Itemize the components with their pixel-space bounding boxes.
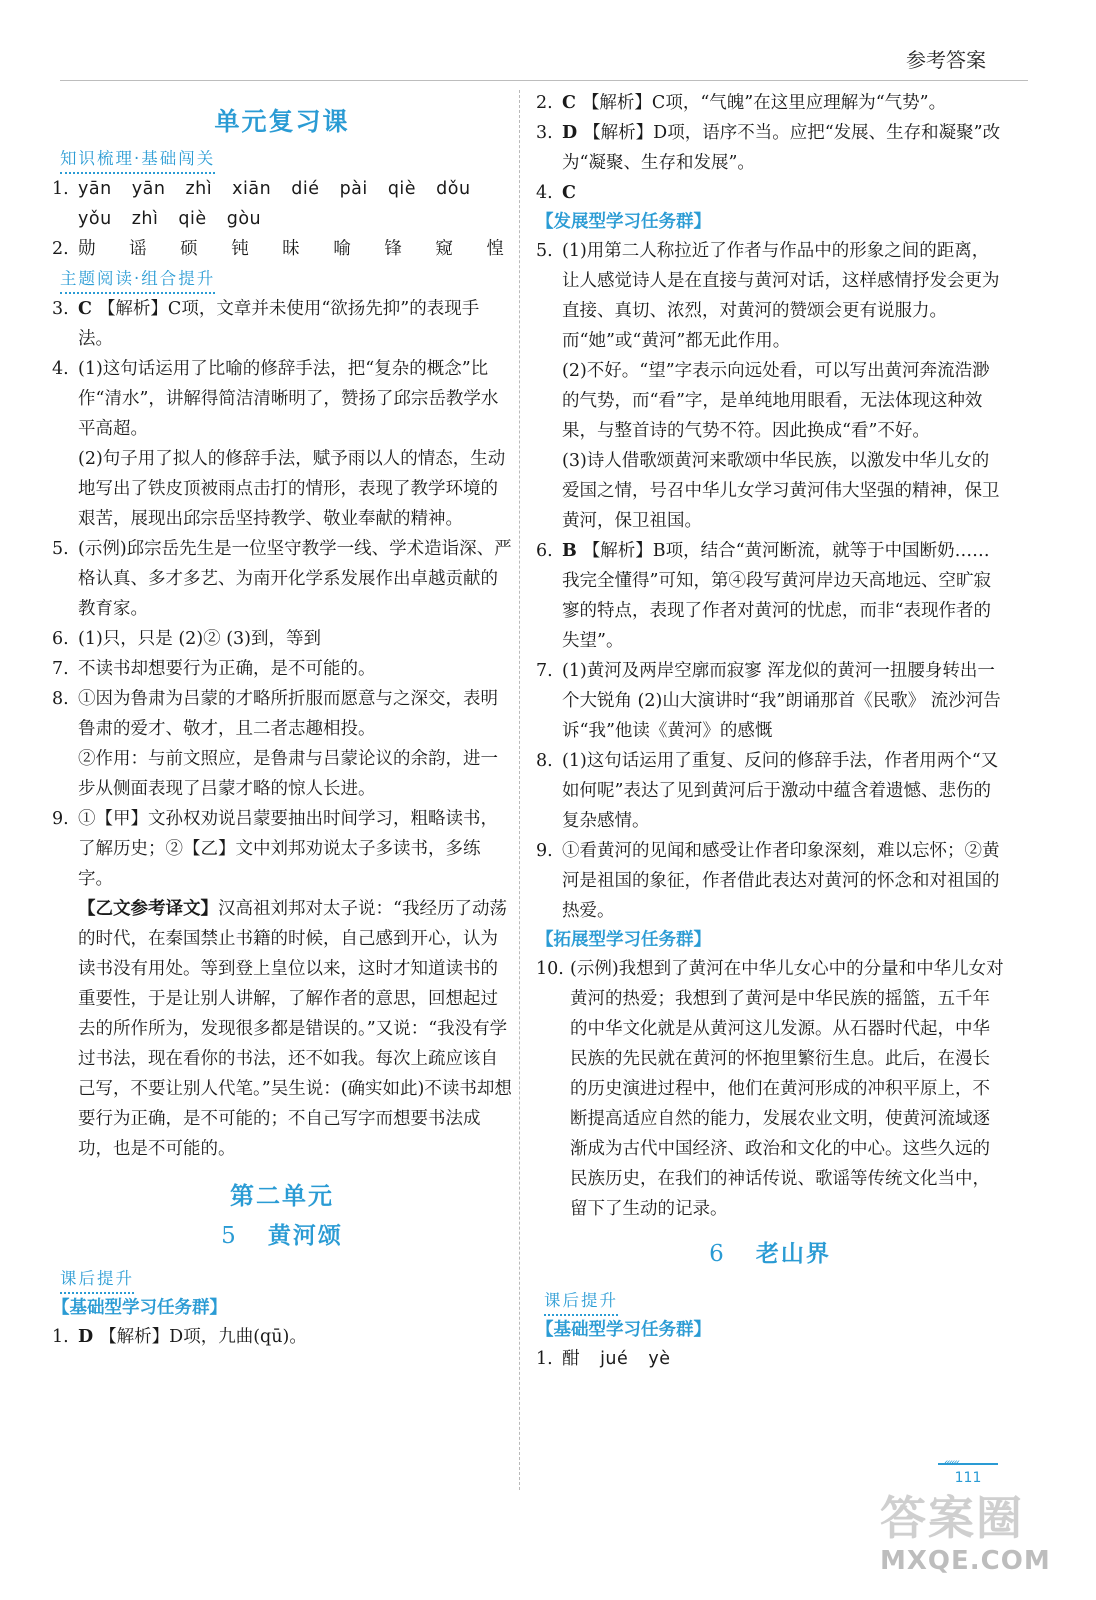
lesson-name: 老山界 bbox=[755, 1241, 831, 1267]
answer-part-3: (3)诗人借歌颂黄河来歌颂中华民族，以激发中华儿女的爱国之情，号召中华儿女学习黄河伟大坚强的精神，保卫黄河，保卫祖国。 bbox=[562, 451, 1000, 531]
lesson-number: 5 bbox=[221, 1223, 238, 1249]
answer-letter: B bbox=[562, 541, 577, 561]
watermark-logo-text: 答案圈 bbox=[880, 1491, 1024, 1545]
page-number: 111 bbox=[938, 1463, 998, 1495]
translation-label: 【乙文参考译文】 bbox=[78, 899, 218, 919]
question-3 bbox=[52, 294, 512, 354]
question-number: 1. bbox=[52, 1327, 69, 1347]
answer-text: (1)黄河及两岸空廓而寂寥 浑龙似的黄河一扭腰身转出一个大锐角 (2)山大演讲时“我”朗诵那首《民歌》 流沙河告诉“我”他读《黄河》的感慨 bbox=[562, 661, 1001, 741]
question-number: 1. bbox=[536, 1349, 553, 1369]
subsection-knowledge: 知识梳理·基础闯关 bbox=[60, 146, 215, 174]
header-divider bbox=[60, 80, 1028, 81]
question-3 bbox=[536, 118, 1004, 178]
answer-letter: C bbox=[562, 93, 576, 113]
answer-text: 不读书却想要行为正确，是不可能的。 bbox=[78, 659, 376, 679]
answer-text: (1)这句话运用了重复、反问的修辞手法，作者用两个“又如何呢”表达了见到黄河后于激动中蕴含着遗憾、悲伤的复杂感情。 bbox=[562, 751, 999, 831]
subsection-reading: 主题阅读·组合提升 bbox=[60, 266, 215, 294]
answer-part-2: (2)句子用了拟人的修辞手法，赋予雨以人的情态，生动地写出了铁皮顶被雨点击打的情形，表现了教学环境的艰苦，展现出邱宗岳坚持教学、敬业奉献的精神。 bbox=[78, 449, 506, 529]
question-number: 4. bbox=[52, 359, 69, 379]
question-number: 10. bbox=[536, 959, 564, 979]
pinyin-line-2: yǒu zhì qiè gòu bbox=[78, 209, 262, 229]
question-9 bbox=[536, 836, 1004, 926]
question-8 bbox=[52, 684, 512, 804]
page-header-title: 参考答案 bbox=[906, 48, 986, 72]
question-number: 4. bbox=[536, 183, 553, 203]
task-group-extension: 【拓展型学习任务群】 bbox=[536, 930, 711, 950]
answer-part-1: (1)用第二人称拉近了作者与作品中的形象之间的距离，让人感觉诗人是在直接与黄河对话，这样感情抒发会更为直接、真切、浓烈，对黄河的赞颂会更有说服力。而“她”或“黄河”都无此作用。 bbox=[562, 241, 1000, 351]
question-1 bbox=[52, 174, 512, 234]
answer-letter: C bbox=[78, 299, 92, 319]
translation-text: 汉高祖刘邦对太子说：“我经历了动荡的时代，在秦国禁止书籍的时候，自己感到开心，认为读书没有用处。等到登上皇位以来，这时才知道读书的重要性，于是让别人讲解，了解作者的意思，回想起过去的所作所为，发现很多都是错误的。”又说：“我没有学过书法，现在看你的书法，还不如我。每次上疏应该自己写，不要让别人代笔。”吴生说：(确实如此)不读书却想要行为正确，是不可能的；不自己写字而想要书法成功，也是不可能的。 bbox=[78, 899, 512, 1159]
question-4 bbox=[52, 354, 512, 534]
question-7 bbox=[536, 656, 1004, 746]
question-number: 6. bbox=[52, 629, 69, 649]
watermark-url: MXQE.COM bbox=[880, 1546, 1051, 1576]
unit-title: 第二单元 bbox=[230, 1182, 334, 1210]
answer-text: 【解析】D项，九曲(qū)。 bbox=[99, 1327, 307, 1347]
question-number: 5. bbox=[52, 539, 69, 559]
answer-part-1: ①因为鲁肃为吕蒙的才略所折服而愿意与之深交，表明鲁肃的爱才、敬才，且二者志趣相投。 bbox=[78, 689, 498, 739]
question-number: 6. bbox=[536, 541, 553, 561]
lesson5-question-1 bbox=[52, 1322, 512, 1352]
right-column bbox=[536, 88, 1004, 1374]
pinyin-line-1: yān yān zhì xiān dié pài qiè dǒu bbox=[78, 179, 471, 199]
answer-text: 【解析】B项，结合“黄河断流，就等于中国断奶……我完全懂得”可知，第④段写黄河岸边天高地远、空旷寂寥的特点，表现了作者对黄河的忧虑，而非“表现作者的失望”。 bbox=[562, 541, 991, 651]
question-number: 9. bbox=[536, 841, 553, 861]
lesson6-question-1 bbox=[536, 1344, 1004, 1374]
answer-text: (1)只，只是 (2)② (3)到，等到 bbox=[78, 629, 321, 649]
question-number: 7. bbox=[536, 661, 553, 681]
subsection-after-class: 课后提升 bbox=[60, 1266, 134, 1294]
answer-letter: C bbox=[562, 183, 576, 203]
task-group-basic: 【基础型学习任务群】 bbox=[536, 1320, 711, 1340]
lesson-number: 6 bbox=[709, 1241, 726, 1267]
lesson-title bbox=[52, 1216, 512, 1256]
question-7 bbox=[52, 654, 512, 684]
question-6 bbox=[536, 536, 1004, 656]
answer-part-1: ①【甲】文孙权劝说吕蒙要抽出时间学习，粗略读书，了解历史；②【乙】文中刘邦劝说太子多读书，多练字。 bbox=[78, 809, 498, 889]
question-4 bbox=[536, 178, 1004, 208]
question-number: 7. bbox=[52, 659, 69, 679]
question-number: 2. bbox=[52, 239, 69, 259]
question-number: 2. bbox=[536, 93, 553, 113]
answer-text: ①看黄河的见闻和感受让作者印象深刻，难以忘怀；②黄河是祖国的象征，作者借此表达对黄河的怀念和对祖国的热爱。 bbox=[562, 841, 1000, 921]
question-9 bbox=[52, 804, 512, 1164]
answer-text: 酣 jué yè bbox=[562, 1349, 671, 1369]
section-title: 单元复习课 bbox=[214, 107, 350, 136]
question-number: 3. bbox=[536, 123, 553, 143]
site-watermark bbox=[880, 1490, 1080, 1590]
answer-text: 【解析】C项，文章并未使用“欲扬先抑”的表现手法。 bbox=[78, 299, 480, 349]
question-number: 1. bbox=[52, 179, 69, 199]
task-group-development: 【发展型学习任务群】 bbox=[536, 212, 711, 232]
answer-letter: D bbox=[78, 1327, 94, 1347]
question-8 bbox=[536, 746, 1004, 836]
lesson-name: 黄河颂 bbox=[267, 1223, 343, 1249]
answer-text: 【解析】C项，“气魄”在这里应理解为“气势”。 bbox=[581, 93, 947, 113]
answer-part-2: (2)不好。“望”字表示向远处看，可以写出黄河奔流浩渺的气势，而“看”字，是单纯地用眼看，无法体现这种效果，与整首诗的气势不符。因此换成“看”不好。 bbox=[562, 361, 990, 441]
task-group-basic: 【基础型学习任务群】 bbox=[52, 1298, 227, 1318]
answer-text: 【解析】D项，语序不当。应把“发展、生存和凝聚”改为“凝聚、生存和发展”。 bbox=[562, 123, 1001, 173]
question-number: 8. bbox=[52, 689, 69, 709]
answer-text: (示例)邱宗岳先生是一位坚守教学一线、学术造诣深、严格认真、多才多艺、为南开化学系发展作出卓越贡献的教育家。 bbox=[78, 539, 512, 619]
page-arrows-icon: ««« bbox=[944, 1456, 959, 1469]
subsection-after-class: 课后提升 bbox=[544, 1288, 618, 1316]
left-column bbox=[52, 100, 512, 1352]
question-5 bbox=[52, 534, 512, 624]
question-5 bbox=[536, 236, 1004, 536]
question-10 bbox=[536, 954, 1004, 1224]
question-2 bbox=[52, 234, 512, 264]
answer-text: (示例)我想到了黄河在中华儿女心中的分量和中华儿女对黄河的热爱；我想到了黄河是中华民族的摇篮，五千年的中华文化就是从黄河这儿发源。从石器时代起，中华民族的先民就在黄河的怀抱里繁衍生息。此后，在漫长的历史演进过程中，他们在黄河形成的冲积平原上，不断提高适应自然的能力，发展农业文明，使黄河流域逐渐成为古代中国经济、政治和文化的中心。这些久远的民族历史，在我们的神话传说、歌谣等传统文化当中，留下了生动的记录。 bbox=[570, 959, 1004, 1219]
question-number: 3. bbox=[52, 299, 69, 319]
answer-part-2: ②作用：与前文照应，是鲁肃与吕蒙论议的余韵，进一步从侧面表现了吕蒙才略的惊人长进。 bbox=[78, 749, 498, 799]
lesson-title bbox=[536, 1234, 1004, 1274]
question-number: 8. bbox=[536, 751, 553, 771]
answer-letter: D bbox=[562, 123, 578, 143]
question-2 bbox=[536, 88, 1004, 118]
answer-part-1: (1)这句话运用了比喻的修辞手法，把“复杂的概念”比作“清水”，讲解得简洁清晰明了，赞扬了邱宗岳教学水平高超。 bbox=[78, 359, 499, 439]
characters-line: 勋 谣 硕 钝 昧 喻 锋 窥 惶 bbox=[78, 239, 507, 259]
column-divider bbox=[519, 90, 520, 1490]
question-6 bbox=[52, 624, 512, 654]
question-number: 9. bbox=[52, 809, 69, 829]
question-number: 5. bbox=[536, 241, 553, 261]
